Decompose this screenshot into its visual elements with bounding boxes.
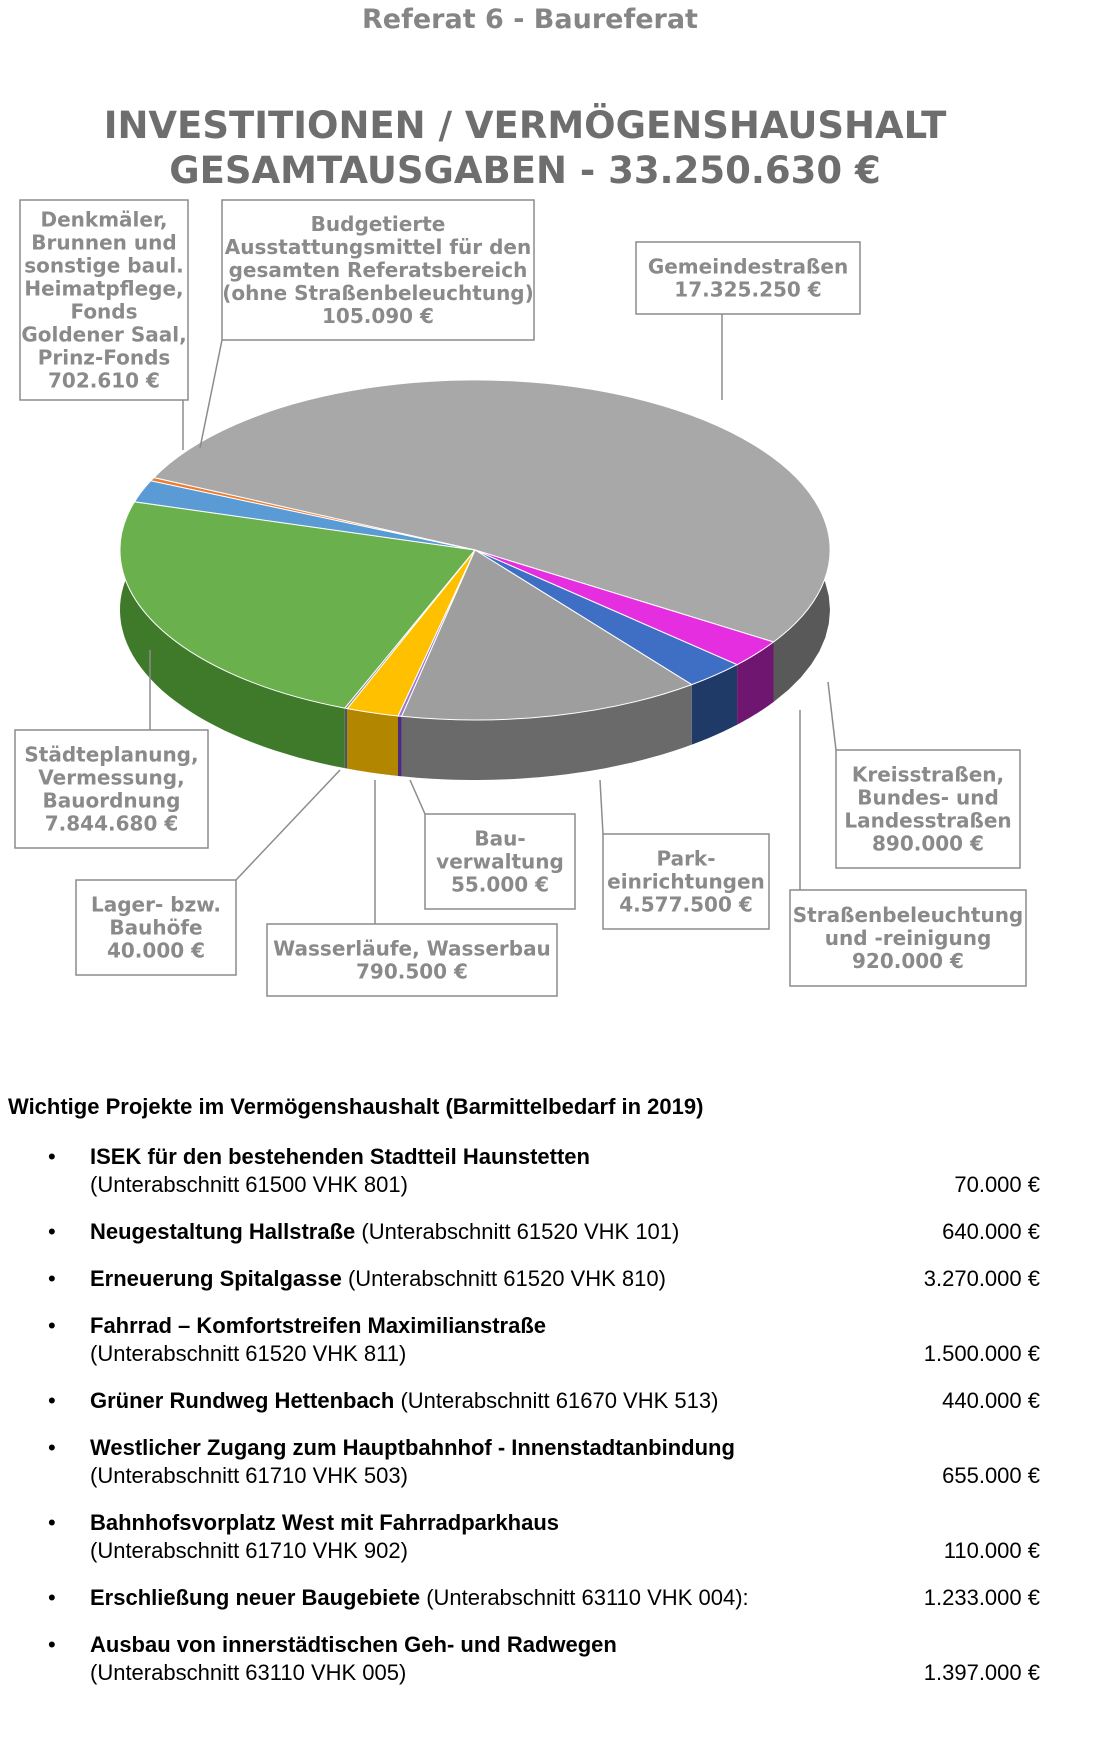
slice-label-line: 40.000 € [106, 938, 206, 963]
project-detail: (Unterabschnitt 61670 VHK 513) [394, 1388, 719, 1413]
bullet: • [48, 1144, 56, 1169]
pie-slice-side [347, 709, 398, 776]
bullet: • [48, 1219, 56, 1244]
pie-tops [120, 380, 830, 720]
slice-label-line: Budgetierte [310, 212, 446, 236]
project-amount: 70.000 € [954, 1172, 1040, 1197]
project-title: Ausbau von innerstädtischen Geh- und Radwegen [90, 1632, 617, 1657]
project-detail: (Unterabschnitt 61710 VHK 503) [90, 1463, 408, 1488]
slice-label-line: einrichtungen [607, 869, 765, 894]
label-leader-line [236, 770, 340, 880]
project-text [90, 1387, 890, 1415]
label-leader-line [410, 780, 425, 814]
project-detail: (Unterabschnitt 63110 VHK 004): [420, 1585, 749, 1610]
project-amount: 440.000 € [942, 1388, 1040, 1413]
slice-label-line: (ohne Straßenbeleuchtung) [222, 281, 534, 305]
pie-slice-side [398, 716, 402, 776]
project-text [90, 1143, 890, 1199]
project-text [90, 1631, 890, 1687]
project-amount: 1.233.000 € [923, 1585, 1040, 1610]
slice-label-line: Bau- [474, 826, 526, 851]
slice-label-line: Brunnen und [31, 230, 177, 255]
bullet: • [48, 1435, 56, 1460]
project-amount: 1.500.000 € [923, 1341, 1040, 1366]
project-title: Grüner Rundweg Hettenbach [90, 1388, 395, 1413]
project-detail: (Unterabschnitt 61520 VHK 811) [90, 1341, 407, 1366]
bullet: • [48, 1313, 56, 1338]
slice-label-line: 4.577.500 € [619, 892, 753, 917]
project-detail: (Unterabschnitt 63110 VHK 005) [90, 1660, 407, 1685]
slice-label-line: Wasserläufe, Wasserbau [273, 936, 551, 961]
project-detail: (Unterabschnitt 61500 VHK 801) [90, 1172, 408, 1197]
slice-label-line: 55.000 € [450, 872, 550, 897]
bullet: • [48, 1632, 56, 1657]
slice-label-line: Gemeindestraßen [647, 254, 849, 279]
slice-label-line: 702.610 € [48, 368, 160, 393]
slice-label-line: Prinz-Fonds [37, 345, 171, 370]
slice-label-line: 790.500 € [356, 959, 468, 984]
label-leader-line [828, 682, 836, 750]
slice-label-line: Kreisstraßen, [851, 762, 1005, 787]
project-title: Fahrrad – Komfortstreifen Maximilianstraße [90, 1313, 547, 1338]
slice-label-line: Bundes- und [857, 785, 999, 810]
project-text [90, 1218, 890, 1246]
project-title: ISEK für den bestehenden Stadtteil Haunstetten [90, 1144, 590, 1169]
project-detail: (Unterabschnitt 61710 VHK 902) [90, 1538, 408, 1563]
project-text [90, 1434, 890, 1490]
project-title: Neugestaltung Hallstraße [90, 1219, 356, 1244]
bullet: • [48, 1388, 56, 1413]
project-title: Bahnhofsvorplatz West mit Fahrradparkhaus [90, 1510, 560, 1535]
slice-label-line: Bauhöfe [109, 915, 203, 940]
bullet: • [48, 1510, 56, 1535]
slice-label-line: 105.090 € [322, 304, 434, 328]
project-detail: (Unterabschnitt 61520 VHK 101) [355, 1219, 680, 1244]
chart-title-line2: GESAMTAUSGABEN - 33.250.630 € [169, 149, 881, 192]
slice-label-line: Straßenbeleuchtung [792, 903, 1024, 927]
pie-slice-side [345, 708, 348, 769]
slice-label-line: verwaltung [436, 849, 564, 874]
page-header: Referat 6 - Baureferat [362, 4, 698, 35]
project-amount: 655.000 € [942, 1463, 1040, 1488]
slice-label-line: Vermessung, [38, 765, 185, 790]
bullet: • [48, 1585, 56, 1610]
slice-label-line: Denkmäler, [40, 207, 168, 232]
slice-label-line: sonstige baul. [24, 253, 184, 278]
label-leader-line [600, 780, 603, 834]
slice-label-line: 890.000 € [872, 831, 984, 856]
project-title: Erneuerung Spitalgasse [90, 1266, 342, 1291]
project-amount: 3.270.000 € [923, 1266, 1040, 1291]
slice-label-line: Goldener Saal, [21, 322, 187, 347]
slice-label-line: 7.844.680 € [44, 811, 179, 836]
slice-label-line: und -reinigung [824, 926, 992, 950]
slice-label-line: Landesstraßen [844, 808, 1012, 833]
bullet: • [48, 1266, 56, 1291]
project-amount: 1.397.000 € [923, 1660, 1040, 1685]
project-text [90, 1265, 890, 1293]
slice-label-line: Bauordnung [42, 788, 181, 813]
project-text [90, 1584, 890, 1612]
project-amount: 110.000 € [943, 1538, 1040, 1563]
project-text [90, 1312, 890, 1368]
slice-label-line: Städteplanung, [24, 742, 199, 767]
slice-label-line: Ausstattungsmittel für den [224, 235, 532, 259]
project-detail: (Unterabschnitt 61520 VHK 810) [341, 1266, 666, 1291]
slice-label-line: Park- [656, 846, 716, 871]
slice-label-line: 920.000 € [852, 949, 964, 973]
pie-chart [0, 90, 1100, 1080]
project-title: Erschließung neuer Baugebiete [90, 1585, 421, 1610]
slice-label-line: gesamten Referatsbereich [228, 258, 528, 282]
project-amount: 640.000 € [942, 1219, 1040, 1244]
project-text [90, 1509, 890, 1565]
slice-label-line: Heimatpflege, [24, 276, 184, 301]
slice-label-line: 17.325.250 € [674, 277, 822, 302]
slice-label-line: Fonds [70, 299, 138, 324]
project-title: Westlicher Zugang zum Hauptbahnhof - Innenstadtanbindung [90, 1435, 735, 1460]
slice-label-line: Lager- bzw. [91, 892, 221, 917]
projects-heading: Wichtige Projekte im Vermögenshaushalt (Barmittelbedarf in 2019) [8, 1094, 704, 1119]
chart-title-line1: INVESTITIONEN / VERMÖGENSHAUSHALT [103, 104, 947, 147]
